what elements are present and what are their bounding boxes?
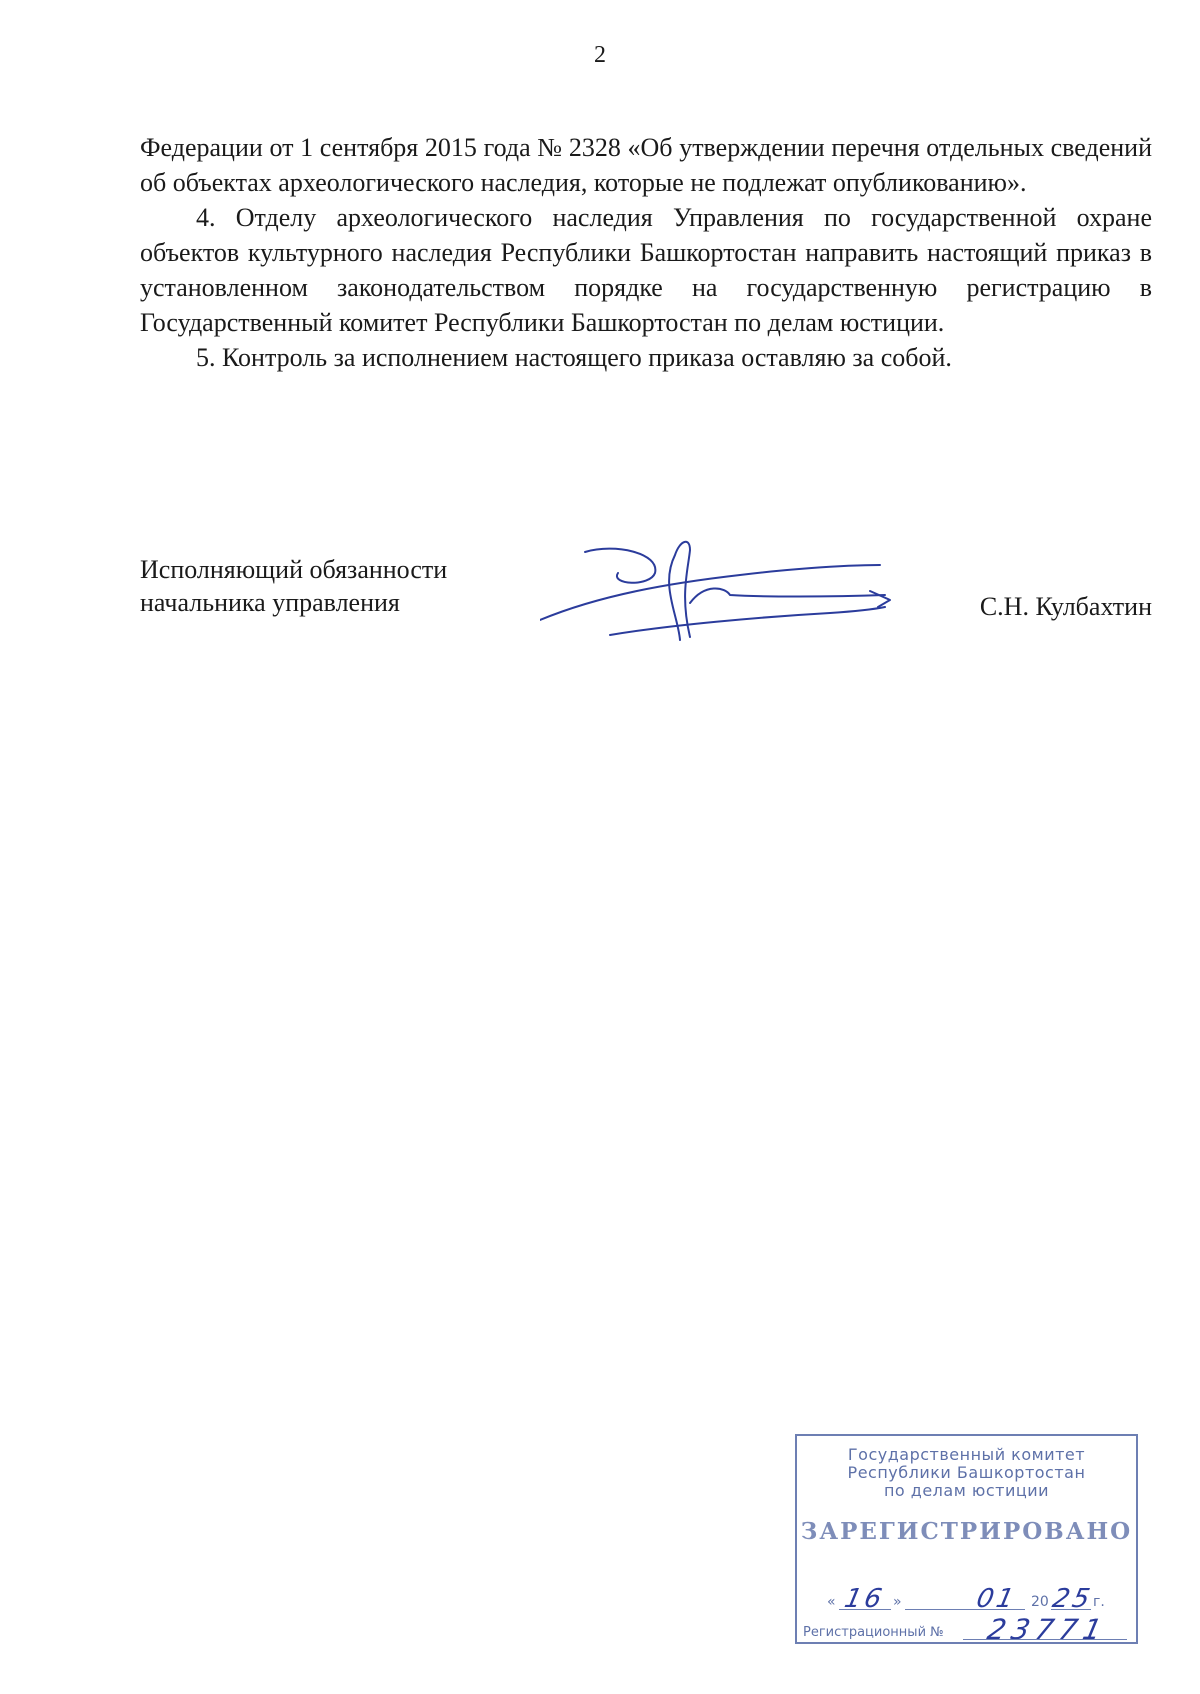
stamp-quote-close: » [893,1594,902,1610]
page-number: 2 [594,42,606,68]
stamp-year: 25 [1049,1584,1096,1614]
stamp-quote-open: « [827,1594,836,1610]
signer-position-line-1: Исполняющий обязанности [140,555,448,584]
stamp-authority-line-2: Республики Башкортостан [847,1463,1086,1482]
stamp-day: 16 [841,1584,888,1614]
stamp-year-suffix: г. [1093,1594,1105,1610]
stamp-status: ЗАРЕГИСТРИРОВАНО [800,1518,1133,1545]
stamp-reg-underline [963,1639,1127,1640]
stamp-year-underline [1051,1609,1091,1610]
stamp-authority [797,1446,1136,1500]
stamp-month: 01 [973,1584,1020,1614]
stamp-day-underline [839,1609,891,1610]
stamp-reg-number: 23771 [984,1613,1111,1646]
handwritten-signature [540,525,940,645]
signer-name: С.Н. Кулбахтин [979,592,1152,621]
paragraph-item-4: 4. Отделу археологического наследия Управления по государственной охране объектов культурного наследия Республики Башкортостан направить настоящий приказ в установленном законодательством порядке на государственную регистрацию в Государственный комитет Республики Башкортостан по делам юстиции. [140,203,1152,337]
paragraph-item-5: 5. Контроль за исполнением настоящего приказа оставляю за собой. [196,343,952,372]
stamp-reg-label: Регистрационный № [803,1625,944,1640]
paragraph-continuation: Федерации от 1 сентября 2015 года № 2328 «Об утверждении перечня отдельных сведений об объектах археологического наследия, которые не подлежат опубликованию». [140,133,1152,197]
stamp-registration-line [803,1613,1133,1646]
document-body [140,130,1152,375]
stamp-reg-number-handwritten [984,1613,1111,1646]
registration-stamp [795,1434,1138,1644]
signer-position [140,553,447,619]
stamp-month-underline [905,1609,1025,1610]
signer-position-line-2: начальника управления [140,588,400,617]
stamp-authority-line-1: Государственный комитет [847,1445,1086,1464]
stamp-date [827,1584,1117,1614]
stamp-authority-line-3: по делам юстиции [883,1481,1050,1500]
stamp-year-prefix: 20 [1031,1594,1049,1610]
